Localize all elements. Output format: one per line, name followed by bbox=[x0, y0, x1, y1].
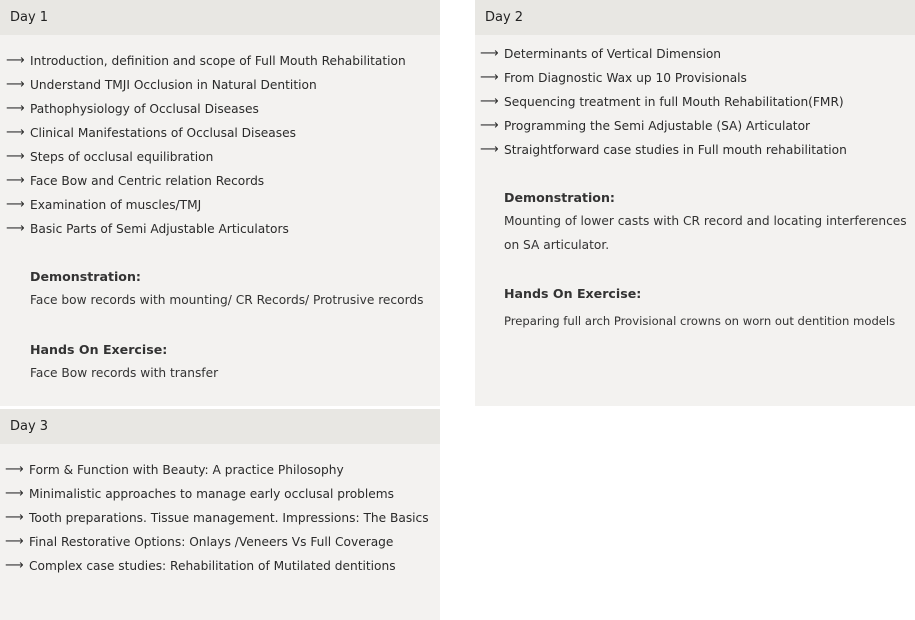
day2-list bbox=[475, 42, 915, 162]
arrow-right-icon: ⟶ bbox=[6, 101, 25, 116]
list-item: ⟶ Tooth preparations. Tissue management. Impressions: The Basics bbox=[0, 506, 440, 530]
day1-title: Day 1 bbox=[0, 0, 440, 35]
arrow-right-icon: ⟶ bbox=[5, 534, 24, 549]
arrow-right-icon: ⟶ bbox=[5, 462, 24, 477]
arrow-right-icon: ⟶ bbox=[480, 118, 499, 133]
day1-demonstration-title: Demonstration: bbox=[30, 269, 141, 284]
day2-exercise-title: Hands On Exercise: bbox=[504, 286, 642, 301]
arrow-right-icon: ⟶ bbox=[5, 486, 24, 501]
list-item: ⟶ Clinical Manifestations of Occlusal Diseases bbox=[0, 121, 440, 145]
list-item: ⟶ Face Bow and Centric relation Records bbox=[0, 169, 440, 193]
day1-exercise-text: Face Bow records with transfer bbox=[30, 366, 219, 380]
list-item: ⟶ Pathophysiology of Occlusal Diseases bbox=[0, 97, 440, 121]
list-item: ⟶ Final Restorative Options: Onlays /Veneers Vs Full Coverage bbox=[0, 530, 440, 554]
arrow-right-icon: ⟶ bbox=[6, 149, 25, 164]
day2-exercise-text: Preparing full arch Provisional crowns on worn out dentition models bbox=[504, 314, 896, 328]
day1-demonstration-text: Face bow records with mounting/ CR Records/ Protrusive records bbox=[30, 293, 424, 307]
list-item: ⟶ Determinants of Vertical Dimension bbox=[475, 42, 915, 66]
day3-list bbox=[0, 458, 440, 578]
day2-demonstration-text: Mounting of lower casts with CR record and locating interferences on SA articulator. bbox=[504, 214, 907, 252]
day3-card bbox=[0, 409, 440, 620]
list-item: ⟶ Understand TMJI Occlusion in Natural Dentition bbox=[0, 73, 440, 97]
arrow-right-icon: ⟶ bbox=[6, 125, 25, 140]
list-item: ⟶ Minimalistic approaches to manage early occlusal problems bbox=[0, 482, 440, 506]
arrow-right-icon: ⟶ bbox=[480, 46, 499, 61]
arrow-right-icon: ⟶ bbox=[6, 77, 25, 92]
list-item: ⟶ Steps of occlusal equilibration bbox=[0, 145, 440, 169]
arrow-right-icon: ⟶ bbox=[5, 558, 24, 573]
list-item: ⟶ Programming the Semi Adjustable (SA) Articulator bbox=[475, 114, 915, 138]
day2-title: Day 2 bbox=[475, 0, 915, 35]
day1-card bbox=[0, 0, 440, 406]
arrow-right-icon: ⟶ bbox=[5, 510, 24, 525]
day1-exercise-title: Hands On Exercise: bbox=[30, 342, 168, 357]
list-item: ⟶ Introduction, definition and scope of Full Mouth Rehabilitation bbox=[0, 49, 440, 73]
list-item: ⟶ Basic Parts of Semi Adjustable Articulators bbox=[0, 217, 440, 241]
arrow-right-icon: ⟶ bbox=[6, 197, 25, 212]
day2-card bbox=[475, 0, 915, 406]
list-item: ⟶ From Diagnostic Wax up 10 Provisionals bbox=[475, 66, 915, 90]
arrow-right-icon: ⟶ bbox=[6, 221, 25, 236]
list-item: ⟶ Complex case studies: Rehabilitation of Mutilated dentitions bbox=[0, 554, 440, 578]
day3-title: Day 3 bbox=[0, 409, 440, 444]
arrow-right-icon: ⟶ bbox=[6, 53, 25, 68]
arrow-right-icon: ⟶ bbox=[6, 173, 25, 188]
arrow-right-icon: ⟶ bbox=[480, 70, 499, 85]
arrow-right-icon: ⟶ bbox=[480, 142, 499, 157]
list-item: ⟶ Examination of muscles/TMJ bbox=[0, 193, 440, 217]
list-item: ⟶ Sequencing treatment in full Mouth Rehabilitation(FMR) bbox=[475, 90, 915, 114]
day2-demonstration-title: Demonstration: bbox=[504, 190, 615, 205]
day1-list bbox=[0, 49, 440, 241]
list-item: ⟶ Straightforward case studies in Full mouth rehabilitation bbox=[475, 138, 915, 162]
list-item: ⟶ Form & Function with Beauty: A practice Philosophy bbox=[0, 458, 440, 482]
arrow-right-icon: ⟶ bbox=[480, 94, 499, 109]
